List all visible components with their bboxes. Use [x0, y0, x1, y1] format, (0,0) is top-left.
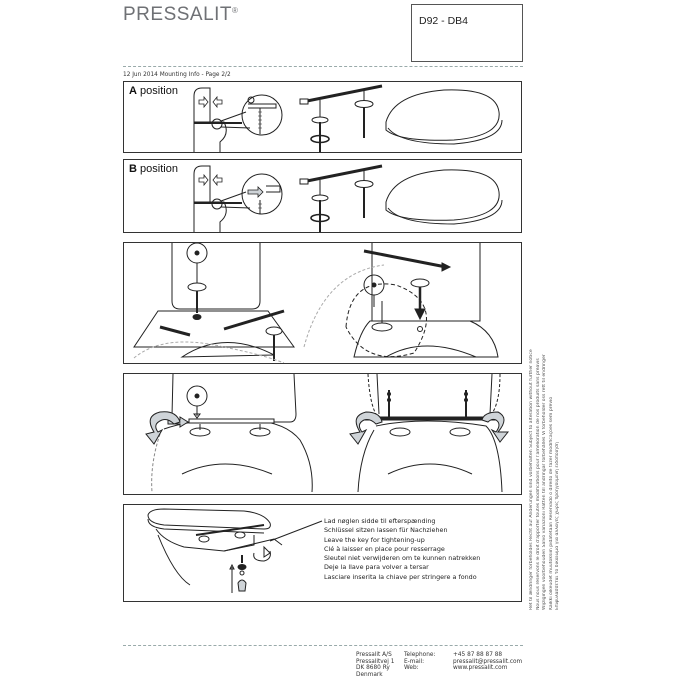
- instruction-fr: Clé à laisser en place pour resserrage: [324, 544, 445, 553]
- disclaimer-line: Kaikki oikeudet muutoksiin pidätetään Reservado o direito de fazer modificações sem prévio: [548, 396, 554, 610]
- disclaimer-line: Ret til ændringer forbeholdes Recht auf Änderungen sind vorbehalten Subject to alteration without further notice: [529, 349, 534, 610]
- key-instructions: [324, 517, 480, 582]
- panel-a-label: A position: [129, 85, 178, 97]
- pressalit-logo: PRESSALIT®: [123, 4, 239, 25]
- disclaimer-line: Επιφυλάσσεται το δικαίωμα για αλλαγές χωρίς προηγούμενη ειδοποίηση: [555, 442, 561, 610]
- panel-a-position: [123, 81, 522, 153]
- panel-insert-hinges: [123, 242, 522, 364]
- footer-web[interactable]: www.pressalit.com: [453, 665, 508, 672]
- disclaimer-line: Nous nous réservons le droit d'apporter toutes modifications pour l'amélioration de nos produits sans préavis: [535, 358, 541, 610]
- footer-contact-values: [453, 652, 522, 672]
- panel-rotate-rod: [123, 373, 522, 495]
- footer-divider: [123, 645, 523, 646]
- panel-rotate-rod-illustration: [124, 374, 521, 494]
- footer-contact-labels: Telephone: E-mail: Web:: [404, 652, 436, 672]
- panel-insert-hinges-illustration: [124, 243, 521, 363]
- panel-b-illustration: [124, 160, 521, 232]
- disclaimer-vertical: [529, 200, 563, 610]
- instruction-en: Leave the key for tightening-up: [324, 535, 425, 544]
- disclaimer-line: Wijzigingen voorbehouden Salvo variazioni Rätten till ändringar förbehålles Vi forbeholder oss rett til endringer: [542, 354, 548, 610]
- model-code-box: [411, 4, 523, 62]
- page-info: 12 Jun 2014 Mounting Info - Page 2/2: [123, 72, 231, 78]
- footer-company: Pressalit A/S Pressalitvej 1 DK 8680 Ry Denmark: [356, 652, 395, 678]
- panel-tighten-key: [123, 504, 522, 602]
- footer-phone: +45 87 88 87 88: [453, 652, 503, 658]
- model-code: D92 - DB4: [419, 15, 469, 27]
- instruction-de: Schlüssel sitzen lassen für Nachziehen: [324, 526, 448, 535]
- header-divider: [123, 66, 523, 67]
- instruction-it: Lasciare inserita la chiave per stringere a fondo: [324, 572, 477, 581]
- instruction-da: Lad nøglen sidde til efterspænding: [324, 517, 436, 525]
- instruction-es: Deje la llave para volver a tersar: [324, 563, 429, 572]
- footer-email[interactable]: pressalit@pressalit.com: [453, 658, 523, 665]
- panel-b-label: B position: [129, 163, 178, 175]
- panel-b-position: [123, 159, 522, 233]
- panel-a-illustration: [124, 82, 521, 152]
- instruction-nl: Sleutel niet verwijderen om te kunnen natrekken: [324, 554, 481, 563]
